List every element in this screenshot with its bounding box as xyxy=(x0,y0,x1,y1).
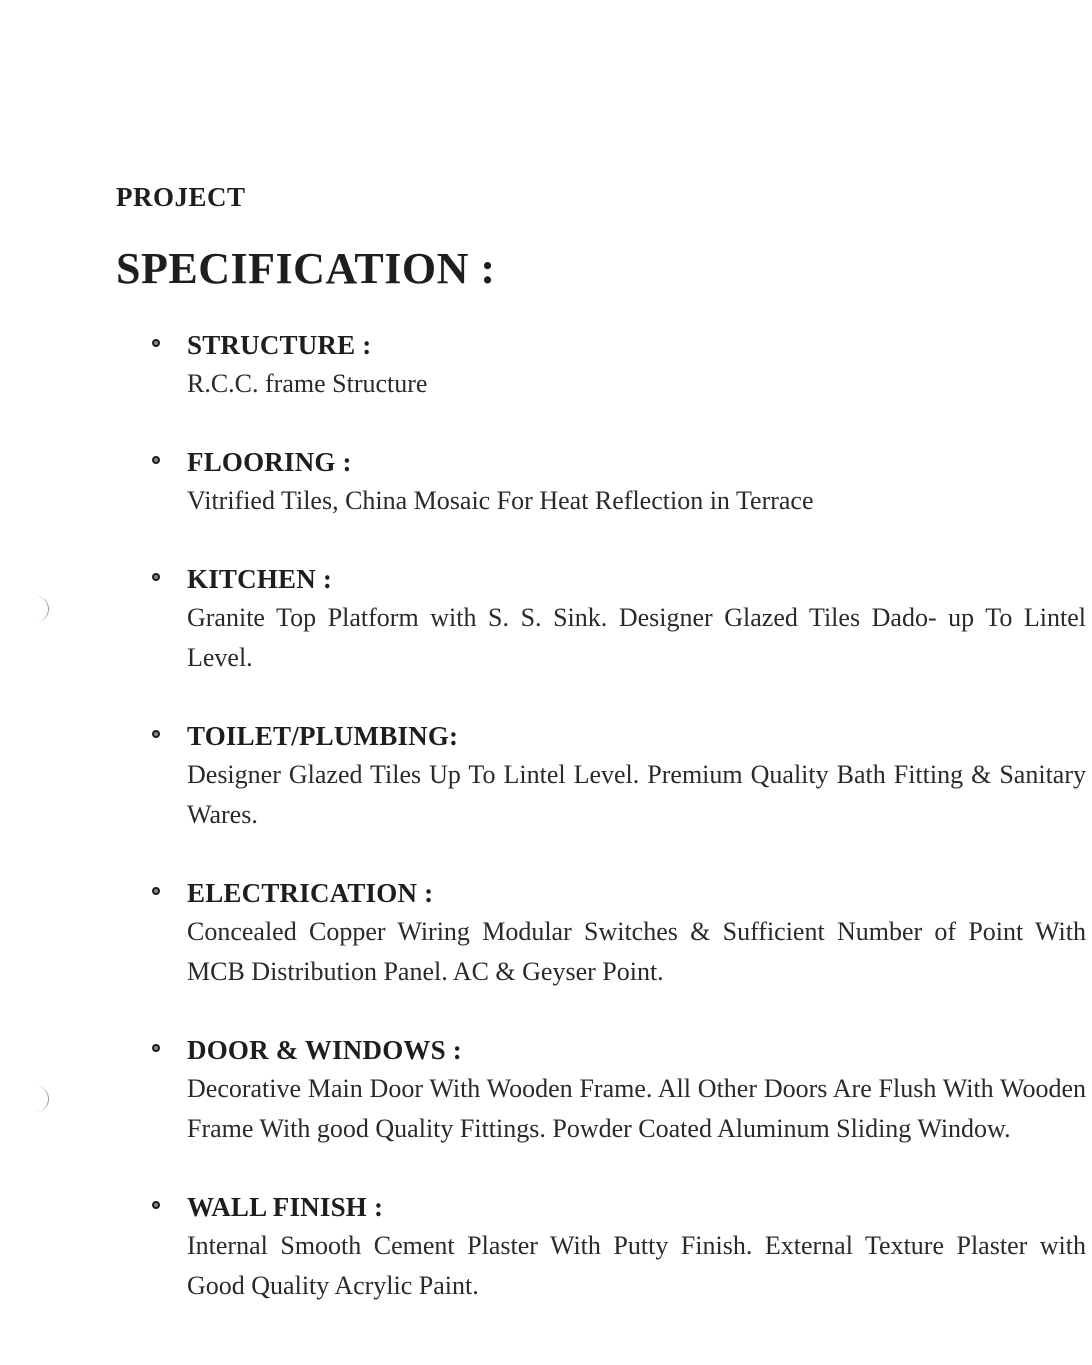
bullet-icon xyxy=(152,339,160,347)
spec-description: Vitrified Tiles, China Mosaic For Heat Reflection in Terrace xyxy=(187,486,814,515)
spec-description: Decorative Main Door With Wooden Frame. All Other Doors Are Flush With Wooden Frame With good Quality Fittings. Powder Coated Aluminum Sliding Window. xyxy=(187,1074,1086,1143)
spec-item-kitchen xyxy=(150,560,1086,678)
spec-title: DOOR & WINDOWS : xyxy=(187,1035,462,1065)
spec-item-wall-finish xyxy=(150,1188,1086,1306)
bullet-icon xyxy=(152,887,160,895)
document-title-line-1: PROJECT xyxy=(116,182,246,212)
spec-description: Designer Glazed Tiles Up To Lintel Level. Premium Quality Bath Fitting & Sanitary Wares. xyxy=(187,760,1086,829)
spec-title: KITCHEN : xyxy=(187,564,333,594)
spec-title: ELECTRICATION : xyxy=(187,878,434,908)
spec-title: STRUCTURE : xyxy=(187,330,372,360)
punch-hole-mark xyxy=(28,1086,49,1112)
bullet-icon xyxy=(152,573,160,581)
spec-description: Granite Top Platform with S. S. Sink. Designer Glazed Tiles Dado- up To Lintel Level. xyxy=(187,603,1086,672)
spec-title: TOILET/PLUMBING: xyxy=(187,721,459,751)
bullet-icon xyxy=(152,456,160,464)
spec-title: FLOORING : xyxy=(187,447,352,477)
spec-item-flooring xyxy=(150,443,1086,521)
spec-item-toilet-plumbing xyxy=(150,717,1086,835)
document-title-line-2: SPECIFICATION : xyxy=(116,244,496,293)
spec-description: Internal Smooth Cement Plaster With Putty Finish. External Texture Plaster with Good Quality Acrylic Paint. xyxy=(187,1231,1086,1300)
specification-list xyxy=(150,326,1086,1345)
punch-hole-mark xyxy=(28,596,49,622)
spec-description: R.C.C. frame Structure xyxy=(187,369,428,398)
spec-item-electrication xyxy=(150,874,1086,992)
bullet-icon xyxy=(152,730,160,738)
spec-description: Concealed Copper Wiring Modular Switches & Sufficient Number of Point With MCB Distribution Panel. AC & Geyser Point. xyxy=(187,917,1086,986)
spec-item-door-windows xyxy=(150,1031,1086,1149)
bullet-icon xyxy=(152,1201,160,1209)
spec-item-structure xyxy=(150,326,1086,404)
bullet-icon xyxy=(152,1044,160,1052)
spec-title: WALL FINISH : xyxy=(187,1192,384,1222)
